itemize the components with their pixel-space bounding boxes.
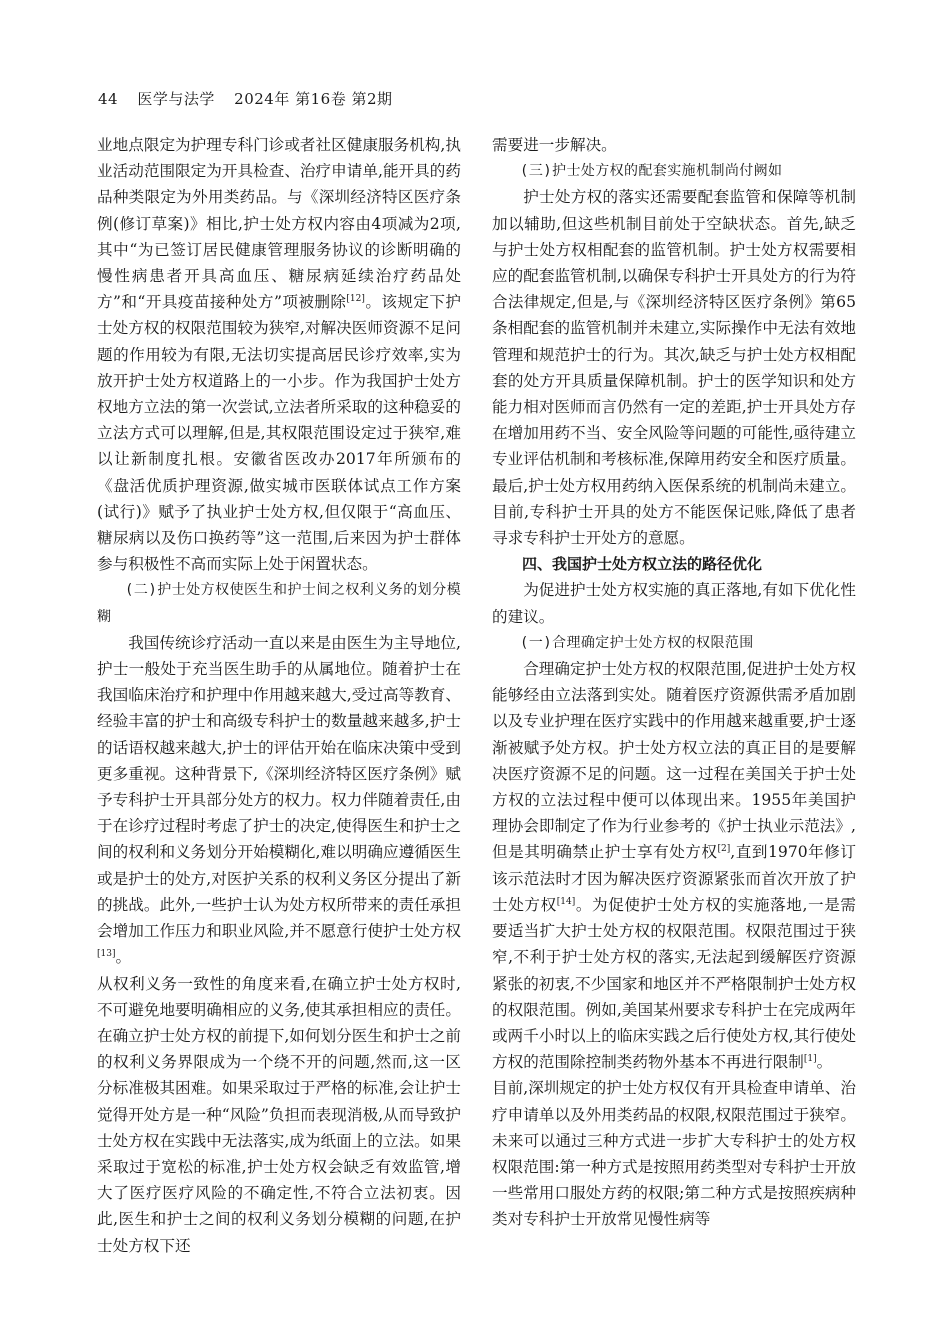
section-heading: 四、我国护士处方权立法的路径优化 [522,555,763,574]
paragraph [492,656,856,1075]
page-number: 44 [98,90,119,108]
paragraph: 需要进一步解决。 [492,136,617,154]
paragraph-text: 我国传统诊疗活动一直以来是由医生为主导地位,护士一般处于充当医生助手的从属地位。随着护士在我国临床治疗和护理中作用越来越大,受过高等教育、经验丰富的护士和高级专科护士的数量越来越多,护士的话语权越来越大,护士的评估开始在临床决策中受到更多重视。这种背景下,《深圳经济特区医疗条例》赋予专科护士开具部分处方的权力。权力伴随着责任,由于在诊疗过程时考虑了护士的决定,使得医生和护士之间的权利和义务划分开始模糊化,难以明确应遵循医生或是护士的处方,对医护关系的权利义务区分提出了新的挑战。此外,一些护士认为处方权所带来的责任承担会增加工作压力和职业风险,并不愿意行使护士处方权 [97,633,461,941]
paragraph: 从权利义务一致性的角度来看,在确立护士处方权时,不可避免地要明确相应的义务,使其承担相应的责任。在确立护士处方权的前提下,如何划分医生和护士之前的权利义务界限成为一个绕不开的问题,然而,这一区分标准极其困难。如果采取过于严格的标准,会让护士觉得开处方是一种“风险”负担而表现消极,从而导致护士处方权在实践中无法落实,成为纸面上的立法。如果采取过于宽松的标准,护士处方权会缺乏有效监管,增大了医疗医疗风险的不确定性,不符合立法初衷。因此,医生和护士之间的权利义务划分模糊的问题,在护士处方权下还 [97,974,461,1255]
paragraph-text: 。为促使护士处方权的实施落地,一是需要适当扩大护士处方权的权限范围。权限范围过于狭窄,不利于护士处方权的落实,无法起到缓解医疗资源紧张的初衷,不少国家和地区并不严格限制护士处方权的权限范围。例如,美国某州要求专科护士在完成两年或两千小时以上的临床实践之后行使处方权,其行使处方权的范围除控制类药物外基本不再进行限制 [492,895,856,1072]
left-column [97,132,461,1259]
subsection-heading: (三)护士处方权的配套实施机制尚付阙如 [520,163,783,180]
subsection-heading: (二)护士处方权使医生和护士间之权利义务的划分模糊 [97,582,461,625]
right-column [492,132,856,1233]
issue-info: 2024年 第16卷 第2期 [234,90,393,108]
paragraph: 目前,深圳规定的护士处方权仅有开具检查申请单、治疗申请单以及外用类药品的权限,权限范围过于狭窄。未来可以通过三种方式进一步扩大专科护士的处方权权限范围:第一种方式是按照用药类型对专科护士开放一些常用口服处方药的权限;第二种方式是按照疾病种类对专科护士开放常见慢性病等 [492,1079,856,1229]
subsection-heading: (一)合理确定护士处方权的权限范围 [520,634,754,651]
paragraph-text: 。该规定下护士处方权的权限范围较为狭窄,对解决医师资源不足问题的作用较为有限,无法切实提高居民诊疗效率,实为放开护士处方权道路上的一小步。作为我国护士处方权地方立法的第一次尝试,立法者所采取的这种稳妥的立法方式可以理解,但是,其权限范围设定过于狭窄,难以让新制度扎根。安徽省医改办2017年所颁布的《盘活优质护理资源,做实城市医联体试点工作方案(试行)》赋予了执业护士处方权,但仅限于“高血压、糖尿病以及伤口换药等”这一范围,后来因为护士群体参与积极性不高而实际上处于闲置状态。 [97,293,461,574]
citation: [2] [717,844,731,855]
citation: [1] [803,1054,817,1065]
paragraph-text: 。 [115,948,132,967]
paragraph: 为促进护士处方权实施的真正落地,有如下优化性的建议。 [492,581,856,626]
journal-name: 医学与法学 [137,90,215,108]
paragraph [97,630,461,971]
paragraph-text: 合理确定护士处方权的权限范围,促进护士处方权能够经由立法落到实处。随着医疗资源供需矛盾加剧以及专业护理在医疗实践中的作用越来越重要,护士逐渐被赋予处方权。护士处方权立法的真正目的是要解决医疗资源不足的问题。这一过程在美国关于护士处方权的立法过程中便可以体现出来。1955年美国护理协会即制定了作为行业参考的《护士执业示范法》,但是其明确禁止护士享有处方权 [492,660,856,862]
paragraph-text: 。 [816,1053,833,1072]
paragraph-text: ,直到1970年修订该示范法时才因为解决医疗资源紧张而首次开放了护士处方权 [492,843,856,914]
paragraph: 护士处方权的落实还需要配套监管和保障等机制加以辅助,但这些机制目前处于空缺状态。首先,缺乏与护士处方权相配套的监管机制。护士处方权需要相应的配套监管机制,以确保专科护士开具处方的行为符合法律规定,但是,与《深圳经济特区医疗条例》第65条相配套的监管机制并未建立,实际操作中无法有效地管理和规范护士的行为。其次,缺乏与护士处方权相配套的处方开具质量保障机制。护士的医学知识和处方能力相对医师而言仍然有一定的差距,护士开具处方存在增加用药不当、安全风险等问题的可能性,亟待建立专业评估机制和考核标准,保障用药安全和医疗质量。最后,护士处方权用药纳入医保系统的机制尚未建立。目前,专科护士开具的处方不能医保记账,降低了患者寻求专科护士开处方的意愿。 [492,188,856,548]
citation: [13] [97,949,116,960]
running-header [98,88,407,109]
citation: [12] [346,294,365,305]
citation: [14] [556,896,576,907]
paragraph [97,132,461,577]
paragraph-text: 业地点限定为护理专科门诊或者社区健康服务机构,执业活动范围限定为开具检查、治疗申请单,能开具的药品种类限定为外用类药品。与《深圳经济特区医疗条例(修订草案)》相比,护士处方权内容由4项减为2项,其中“为已签订居民健康管理服务协议的诊断明确的慢性病患者开具高血压、糖尿病延续治疗药品处方”和“开具疫苗接种处方”项被删除 [97,136,461,312]
